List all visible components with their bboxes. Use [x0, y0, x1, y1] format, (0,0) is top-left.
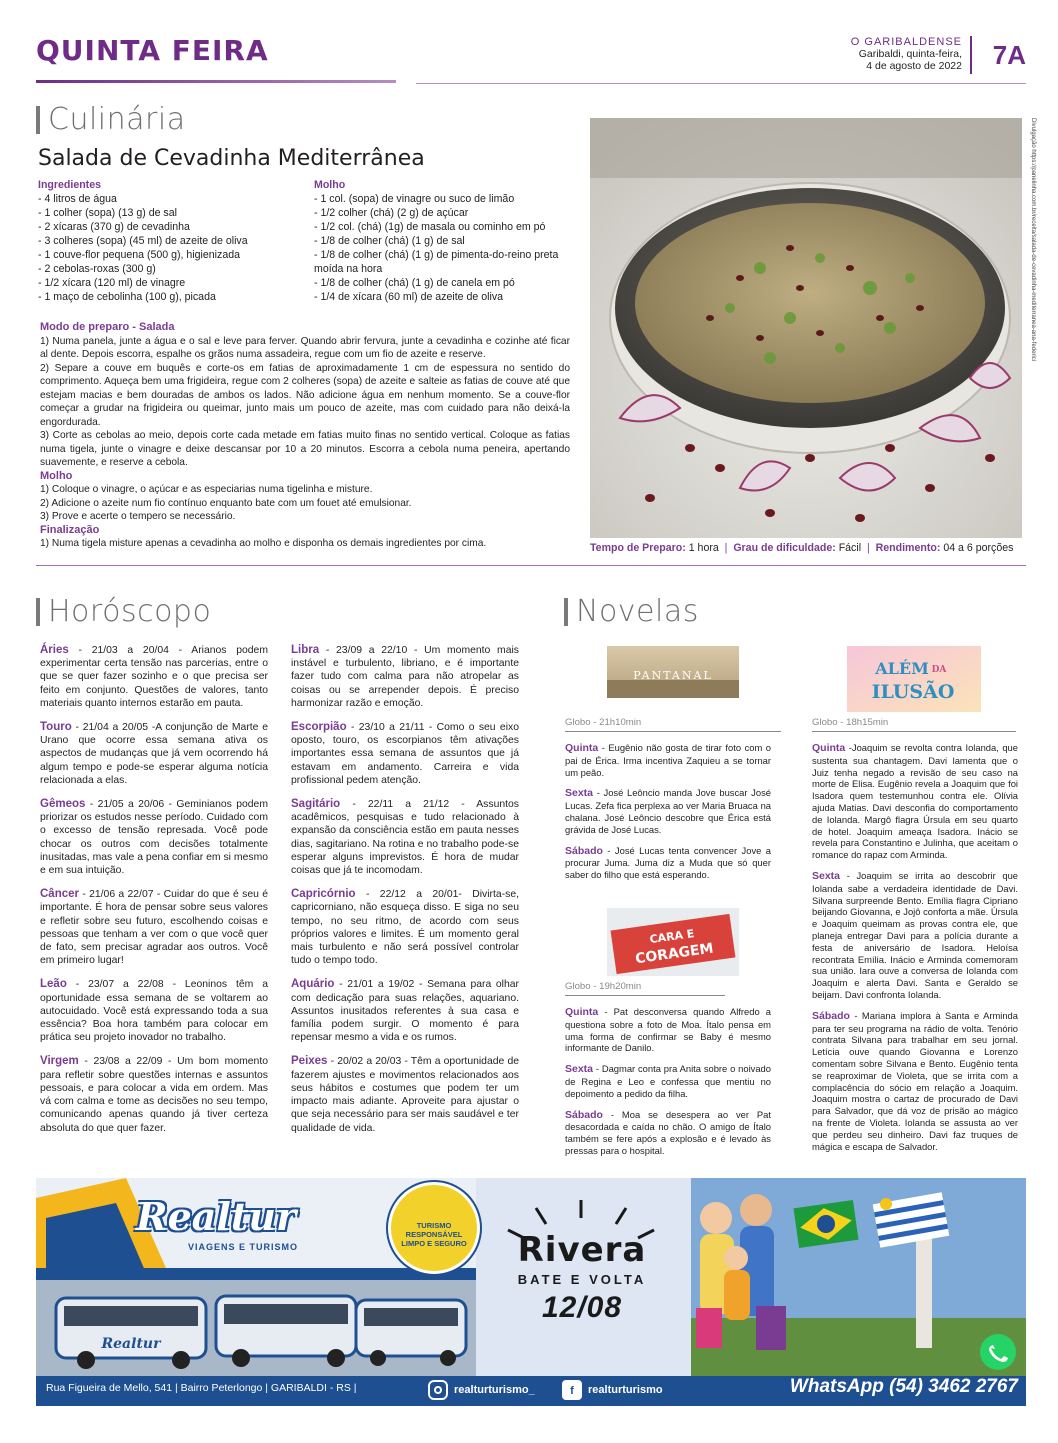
novela-entry-text: -Joaquim se revolta contra Iolanda, que sustenta sua chantagem. Davi lamenta que o Juiz tenha negado a revisão de seu caso na morte de Elisa. Eugênio revela a Joaquim que foi Isadora quem testemunhou contra ele. Olívia ajuda Matias. Davi desconfia do comportamento de Iolanda. Margô flagra Úrsula em seu quarto de hotel. Joaquim ameaça Isadora. Inácio se revela para Constantino e Julinha, que aceitam o romance do rapaz com Arminda.: [812, 742, 1018, 861]
novela-entry: [565, 845, 771, 881]
molho-item: - 1/4 de xícara (60 ml) de azeite de oliva: [314, 291, 504, 303]
horoscope-entry-label: Libra: [291, 644, 320, 656]
ingredient-item: - 1/2 xícara (120 ml) de vinagre: [38, 277, 186, 289]
section-divider: [36, 565, 1026, 566]
molho-item: - 1 col. (sopa) de vinagre ou suco de limão: [314, 193, 515, 205]
novela-entry-text: - José Lucas tenta convencer Jove a procurar Juma. Juma diz a Muda que só quer saber do filho que está esperando.: [565, 844, 771, 881]
paper-info: [851, 36, 962, 72]
horoscope-entry-label: Leão: [40, 978, 67, 991]
horoscope-entry: [291, 978, 519, 1044]
pantanal-logo-art: [607, 646, 739, 698]
horoscopo-heading: Horóscopo: [36, 596, 211, 628]
alem-logo-line2: DA: [931, 665, 947, 675]
horoscope-entry: [40, 644, 268, 710]
horoscope-entry-label: Câncer: [40, 888, 79, 901]
horoscope-entry-text: - 23/09 a 22/10 - Um momento mais instável e turbulento, libriano, e é importante fazer tudo com calma para não atropelar as coisas ou se arrepender depois. É preciso harmonizar razão e emoção.: [291, 645, 519, 709]
alem-time: Globo - 18h15min: [812, 717, 889, 728]
bus-icon: [216, 1296, 356, 1367]
masthead-rule-thin: [416, 83, 1026, 84]
novela-entry-label: Sexta: [565, 787, 594, 800]
novela-entry-label: Sexta: [565, 1063, 594, 1076]
coragem-logo-image: [607, 908, 739, 976]
molho-list: [314, 192, 570, 304]
horoscope-entry-label: Aquário: [291, 978, 335, 991]
pantanal-time: Globo - 21h10min: [565, 717, 642, 728]
horoscope-column-right: [291, 644, 519, 1146]
modo-step: 2) Separe a couve em buquês e corte-os em fatias de aproximadamente 1 cm de espessura no sentido do comprimento. Aqueça bem uma frigideira, regue com 2 colheres (sopa) de azeite e salteie as fatias de couve até que estejam macias e bem douradas de ambos os lados. Não adicione água em nenhum momento. Se a couve-flor começar a grudar na frigideira ou queimar, junto mais um pouco de azeite, mas com cuidado para não deixá-la engordurada.: [40, 362, 570, 428]
final-title: Finalização: [40, 523, 100, 536]
final-step: 1) Numa tigela misture apenas a cevadinha ao molho e disponha os demais ingredientes por cima.: [40, 538, 487, 549]
horoscope-entry-label: Touro: [40, 721, 72, 734]
novela-entry-text: - Dagmar conta pra Anita sobre o noivado de Regina e Leo e confessa que mentiu no depoimento a pedido da filha.: [565, 1063, 771, 1099]
novela-entry: [565, 787, 771, 835]
coragem-time: Globo - 19h20min: [565, 981, 642, 992]
novela-entry-label: Sábado: [565, 1108, 603, 1121]
novela-entry-label: Quinta: [565, 1006, 599, 1018]
horoscope-entry-text: - 21/01 a 19/02 - Semana para olhar com dedicação para suas relações, aquariano. Assuntos inusitados referentes à sua casa e família podem surgir. O momento é para repensar mesmo a vida e os rumos.: [291, 979, 519, 1044]
novela-entry-text: - Eugênio não gosta de tirar foto com o pai de Érica. Irma incentiva Zaquieu a se tornar um peão.: [565, 742, 771, 778]
instagram-handle[interactable]: [428, 1380, 535, 1400]
alem-logo-image: [847, 646, 981, 712]
ingredient-item: - 3 colheres (sopa) (45 ml) de azeite de oliva: [38, 235, 248, 247]
horoscope-entry-label: Peixes: [291, 1055, 328, 1068]
whatsapp-icon[interactable]: [980, 1334, 1016, 1370]
rivera-promo: [492, 1230, 672, 1325]
molho-column: [314, 178, 570, 304]
page-number: 7A: [992, 40, 1026, 70]
novela-entry: [565, 1063, 771, 1099]
horoscope-entry: [40, 978, 268, 1044]
seal-line1: TURISMO: [416, 1221, 452, 1230]
alem-logo-line1: ALÉM: [875, 659, 929, 678]
whatsapp-number[interactable]: WhatsApp (54) 3462 2767: [789, 1376, 1018, 1397]
ad-banner: [36, 1178, 1026, 1376]
horoscope-entry-text: - 21/06 a 22/07 - Cuidar do que é seu é importante. É hora de pensar sobre seus valores e refletir sobre seu futuro, escolhendo coisas e pessoas que tenham a ver com o que você quer de fato, sem precisar agradar aos outros. Você em primeiro lugar!: [40, 889, 268, 967]
modo-steps: [40, 335, 570, 470]
novela-entry: [565, 742, 771, 778]
horoscope-entry: [291, 721, 519, 787]
ingredient-item: - 1 maço de cebolinha (100 g), picada: [38, 291, 216, 303]
novela-entry: [565, 1006, 771, 1054]
grau-label: Grau de dificuldade:: [733, 542, 836, 554]
masthead-separator: [970, 36, 972, 74]
pantanal-synopsis: [565, 742, 771, 890]
horoscope-entry-text: - 23/08 a 22/09 - Um bom momento para refletir sobre questões internas e assuntos pessoais, e para colocar a vida em ordem. Mas vá com calma e tome as decisões no seu tempo, comunicando apenas quando já tiver certeza absoluta do que quer fazer.: [40, 1056, 268, 1134]
alem-logo-art: [847, 646, 981, 712]
novela-entry-label: Quinta: [812, 742, 846, 754]
novela-entry: [812, 742, 1018, 861]
facebook-handle[interactable]: [562, 1380, 663, 1400]
horoscope-entry: [40, 1055, 268, 1134]
novela-entry-text: - José Leôncio manda Jove buscar José Lucas. Zefa fica perplexa ao ver Maria Bruaca na chalana. José Leôncio descobre que Érica está grávida de José Lucas.: [565, 787, 771, 835]
facebook-icon: f: [562, 1380, 582, 1400]
novela-entry: [812, 870, 1018, 1001]
horoscope-entry: [40, 888, 268, 967]
pantanal-rule: [565, 731, 781, 732]
masthead-rule: [36, 80, 396, 83]
horoscope-entry-label: Áries: [40, 644, 69, 656]
coragem-logo-line2: CORAGEM: [634, 940, 715, 968]
molho-step: 1) Coloque o vinagre, o açúcar e as especiarias numa tigelinha e misture.: [40, 484, 373, 495]
molho-step: 3) Prove e acerte o tempero se necessário.: [40, 511, 236, 522]
novela-entry-label: Sábado: [812, 1009, 850, 1022]
novela-entry-text: - Moa se desespera ao ver Pat desacordada e caída no chão. O amigo de Ítalo também se fere após a explosão e é levado às pressas para o hospital.: [565, 1108, 771, 1156]
ingredients-column: [38, 178, 308, 304]
seal-line2: RESPONSÁVEL: [405, 1230, 463, 1239]
facebook-text: realturturismo: [588, 1383, 663, 1396]
seal-line3: LIMPO E SEGURO: [401, 1239, 467, 1248]
promo-date: 12/08: [541, 1291, 623, 1324]
promo-city: Rivera: [517, 1230, 647, 1270]
paper-location: Garibaldi, quinta-feira,: [858, 48, 962, 60]
molho-item: - 1/2 colher (chá) (2 g) de açúcar: [314, 207, 469, 219]
novela-entry-text: - Mariana implora à Santa e Arminda para ter seu programa na rádio de volta. Tenório contrata Silvana para trabalhar em seu jornal. Letícia ouve quando Giovanna e Lorenzo comentam sobre Silvana e Bento. Eugênio tenta se reaproximar de Violeta, que se irrita com a complacência do sócio em relação a Joaquim. Joaquim mostra o cartaz de procurado de Davi para Salvador, que dá voz de prisão ao mágico na frente de Violeta. Iolanda se assusta ao ver que perdeu seu dinheiro. Davi faz truques de mágica e escapa de Salvador.: [812, 1009, 1018, 1152]
rend-value: 04 a 6 porções: [943, 542, 1014, 554]
coragem-logo-line1: CARA E: [648, 927, 696, 947]
preparation: [40, 321, 570, 551]
recipe-caption: [590, 542, 1013, 554]
novela-entry: [565, 1109, 771, 1157]
salad-illustration: [590, 118, 1022, 538]
horoscope-entry-label: Capricórnio: [291, 888, 356, 901]
tempo-label: Tempo de Preparo:: [590, 542, 686, 554]
section-title: QUINTA FEIRA: [36, 34, 269, 67]
alem-logo-line3: ILUSÃO: [871, 681, 955, 703]
ad-address: Rua Figueira de Mello, 541 | Bairro Peterlongo | GARIBALDI - RS |: [46, 1382, 357, 1394]
horoscope-entry: [40, 798, 268, 877]
ingredient-item: - 2 xícaras (370 g) de cevadinha: [38, 221, 190, 233]
horoscope-entry-label: Virgem: [40, 1055, 79, 1068]
horoscope-entry: [40, 721, 268, 787]
horoscope-column-left: [40, 644, 268, 1146]
horoscope-entry-label: Escorpião: [291, 721, 347, 734]
grau-value: Fácil: [838, 542, 862, 554]
molho-steps: [40, 483, 570, 524]
modo-title: Modo de preparo - Salada: [40, 321, 175, 333]
coragem-rule: [565, 995, 725, 996]
horoscope-entry-label: Sagitário: [291, 798, 341, 811]
horoscope-entry-text: - 21/05 a 20/06 - Geminianos podem priorizar os estudos nesse período. Cuidado com o excesso de tensão represada. Você pode chocar os outros com decisões totalmente inusitadas, mas vale a pena confiar em si mesmo e em sua intuição.: [40, 799, 268, 877]
novela-entry: [812, 1010, 1018, 1153]
molho-item: - 1/8 de colher (chá) (1 g) de pimenta-do-reino preta moída na hora: [314, 249, 559, 275]
horoscope-entry-text: - 23/07 a 22/08 - Leoninos têm a oportunidade essa semana de se voltarem ao autocuidado. Você está expressando toda a sua essência? Boa hora também para colocar em prática seu projeto inovador no trabalho.: [40, 979, 268, 1044]
photo-credit: Divulgação https://panelinha.com.br/receita/salada-de-cevadinha-mediterranea-ana-federici: [1030, 118, 1036, 362]
ingredient-item: - 4 litros de água: [38, 193, 117, 205]
novela-entry-text: - Pat desconversa quando Alfredo a questiona sobre a foto de Moa. Ítalo pensa em uma forma de confirmar se Baby é mesmo informante de Danilo.: [565, 1006, 771, 1054]
instagram-text: realturturismo_: [454, 1383, 535, 1396]
ingredients-list: [38, 192, 308, 304]
paper-date: 4 de agosto de 2022: [866, 60, 962, 72]
horoscope-entry-label: Gêmeos: [40, 798, 86, 811]
horoscope-entry: [291, 1055, 519, 1134]
ingredient-item: - 1 colher (sopa) (13 g) de sal: [38, 207, 177, 219]
horoscope-entry: [291, 888, 519, 967]
bus-icon: [356, 1300, 466, 1366]
masthead: [36, 30, 1026, 88]
coragem-logo-art: [607, 908, 739, 976]
novelas-heading: Novelas: [564, 596, 699, 628]
realtur-tagline: VIAGENS E TURISMO: [188, 1242, 299, 1252]
bus-brand-text: Realtur: [101, 1336, 161, 1352]
recipe-title: Salada de Cevadinha Mediterrânea: [38, 146, 425, 171]
molho-title: Molho: [314, 179, 346, 191]
alem-rule: [812, 731, 1016, 732]
modo-step: 3) Corte as cebolas ao meio, depois corte cada metade em fatias muito finas no sentido vertical. Coloque as fatias numa tigela, junte o vinagre e deixe descansar por 10 a 20 minutos. Escorra a cebola numa peneira, apertando suavemente, e reserve a cebola.: [40, 430, 570, 468]
realtur-advertisement[interactable]: [36, 1178, 1026, 1406]
horoscope-entry-text: - 22/12 a 20/01- Divirta-se, capricorniano, não esqueça disso. E siga no seu tempo, no seu ritmo, de acordo com seus próprios valores e limites. É um momento geral mais turbulento e não será possível controlar tudo o tempo todo.: [291, 889, 519, 967]
horoscope-entry: [291, 798, 519, 877]
culinaria-heading: Culinária: [36, 104, 186, 136]
promo-subtitle: BATE E VOLTA: [517, 1272, 647, 1287]
bus-icon: [56, 1298, 206, 1369]
salad-photo: [590, 118, 1022, 538]
coragem-synopsis: [565, 1006, 771, 1166]
horoscope-entry-text: - 21/04 a 20/05 -A conjunção de Marte e Urano que ocorre essa semana ativa os aspectos de mudanças que já vem ocorrendo há algum tempo e pode-se esperar alguma notícia relacionada a elas.: [40, 722, 268, 786]
brazil-flag-icon: [794, 1200, 859, 1248]
caption-divider: |: [721, 542, 731, 554]
final-steps: [40, 537, 570, 551]
horoscope-entry-text: - 21/03 a 20/04 - Arianos podem experimentar certa tensão nas parcerias, entre o que se quer fazer sozinho e o que precisa ser feito em conjunto. Questões de valores, tanto materiais quanto internos estarão em pauta.: [40, 645, 268, 709]
horoscope-entry-text: - 23/10 a 21/11 - Como o seu eixo oposto, touro, os escorpianos têm ativações importantes essa semana de assuntos que já estavam em andamento. Carreira e vida profissional pedem atenção.: [291, 722, 519, 786]
pantanal-logo-image: [607, 646, 739, 698]
molho-item: - 1/8 de colher (chá) (1 g) de canela em pó: [314, 277, 515, 289]
novela-entry-text: - Joaquim se irrita ao descobrir que Iolanda sabe a verdadeira identidade de Davi. Silvana surpreende Bento. Emília flagra Cipriano beijando Giovanna, e Jojô conforta a mãe. Úrsula e Joaquim queimam as provas contra ele, que planeja entregar Davi para a polícia durante a festa de aniversário de Isadora. Heloísa recontrata Emília. Inácio e Arminda comemoram sua união. Iara ouve a conversa de Iolanda com Joaquim e alerta Davi. Santa e Geraldo se beijam. Davi confronta Iolanda.: [812, 869, 1018, 1000]
molho-step: 2) Adicione o azeite num fio contínuo enquanto bate com um fouet até emulsionar.: [40, 497, 412, 509]
realtur-logo[interactable]: Realtur: [136, 1194, 297, 1239]
molho-item: - 1/2 col. (chá) (1g) de masala ou cominho em pó: [314, 221, 546, 233]
rend-label: Rendimento:: [875, 542, 941, 554]
molho-steps-title: Molho: [40, 469, 73, 482]
horoscope-entry-text: - 22/11 a 21/12 - Assuntos acadêmicos, pesquisas e tudo relacionado à expansão da consciência estão em pauta nesses dias, sagitariano. Na rotina e no trabalho pode-se esperar alguns imprevistos. É hora de mudar coisas que já te incomodam.: [291, 799, 519, 877]
instagram-icon: [428, 1380, 448, 1400]
novela-entry-label: Sexta: [812, 869, 841, 882]
tempo-value: 1 hora: [688, 542, 719, 554]
novela-entry-label: Quinta: [565, 742, 599, 754]
pantanal-logo-text: PANTANAL: [633, 669, 713, 682]
horoscope-entry: [291, 644, 519, 710]
caption-divider: |: [864, 542, 873, 554]
ingredients-title: Ingredientes: [38, 179, 101, 191]
turismo-responsavel-seal: [388, 1182, 480, 1274]
molho-item: - 1/8 de colher (chá) (1 g) de sal: [314, 235, 465, 247]
ingredient-item: - 1 couve-flor pequena (500 g), higienizada: [38, 249, 241, 261]
alem-synopsis: [812, 742, 1018, 1161]
horoscope-entry-text: - 20/02 a 20/03 - Têm a oportunidade de fazerem ajustes e movimentos relacionados aos seus hábitos e costumes que podem ter um impacto mais adiante. Aproveite para ajustar o que seja necessário para ser mais saudável e ter qualidade de vida.: [291, 1056, 519, 1134]
paper-name: O GARIBALDENSE: [850, 36, 962, 48]
modo-step: 1) Numa panela, junte a água e o sal e leve para ferver. Quando abrir fervura, junte a cevadinha e cozinhe até ficar al dente. Depois escorra, espalhe os grãos numa assadeira, regue com um fio de azeite e reserve.: [40, 335, 570, 360]
ingredient-item: - 2 cebolas-roxas (300 g): [38, 263, 156, 275]
novela-entry-label: Sábado: [565, 844, 603, 857]
